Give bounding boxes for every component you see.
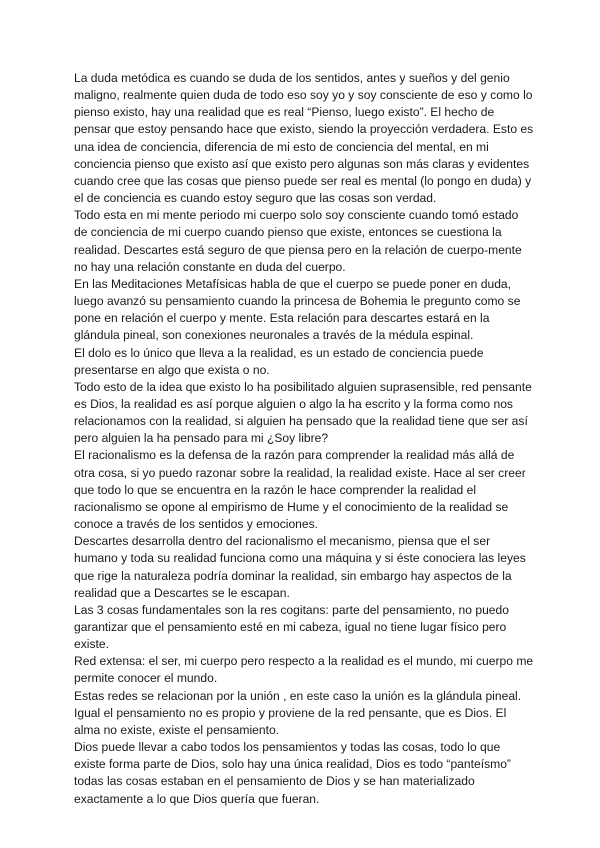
paragraph-meditaciones: En las Meditaciones Metafísicas habla de que el cuerpo se puede poner en duda, luego avanzó su pensamiento cuando la princesa de Bohemia le pregunto como se pone en relación el cuerpo y mente. Esta relación para descartes estará en la glándula pineal, son conexiones neuronales a través de la médula espinal. [74,276,521,343]
paragraph-panteismo: Dios puede llevar a cabo todos los pensamientos y todas las cosas, todo lo que existe forma parte de Dios, solo hay una única realidad, Dios es todo “panteísmo” todas las cosas estaban en el pensamiento de Dios y se han materializado exactamente a lo que Dios quería que fueran. [74,740,511,806]
body-text [74,70,534,808]
paragraph-res-cogitans: Las 3 cosas fundamentales son la res cogitans: parte del pensamiento, no puedo garantizar que el pensamiento esté en mi cabeza, igual no tiene lugar físico pero existe. [74,602,509,652]
paragraph-dolor: El dolo es lo único que lleva a la realidad, es un estado de conciencia puede presentarse en algo que exista o no. [74,345,484,377]
paragraph-racionalismo: El racionalismo es la defensa de la razón para comprender la realidad más allá de otra cosa, si yo puedo razonar sobre la realidad, la realidad existe. Hace al ser creer que todo lo que se encuentra en la razón le hace comprender la realidad el racionalismo se opone al empirismo de Hume y el conocimiento de la realidad se conoce a través de los sentidos y emociones. [74,448,526,532]
paragraph-duda-metodica: La duda metódica es cuando se duda de los sentidos, antes y sueños y del genio maligno, realmente quien duda de todo eso soy yo y soy consciente de eso y como lo pienso existo, hay una realidad que es real “Pienso, luego existo”. El hecho de pensar que estoy pensando hace que existo, siendo la proyección verdadera. Esto es una idea de conciencia, diferencia de mi esto de conciencia del mental, en mi conciencia pienso que existo así que existo pero algunas son más claras y evidentes cuando cree que las cosas que pienso puede ser real es mental (lo pongo en duda) y el de conciencia es cuando estoy seguro que las cosas son verdad. [74,71,534,206]
paragraph-suprasensible: Todo esto de la idea que existo lo ha posibilitado alguien suprasensible, red pensante es Dios, la realidad es así porque alguien o algo la ha escrito y la forma como nos relacionamos con la realidad, si alguien ha pensado que la realidad tiene que ser así pero alguien la ha pensado para mi ¿Soy libre? [74,379,532,446]
paragraph-mente-cuerpo: Todo esta en mi mente periodo mi cuerpo solo soy consciente cuando tomó estado de conciencia de mi cuerpo cuando pienso que existe, entonces se cuestiona la realidad. Descartes está seguro de que piensa pero en la relación de cuerpo-mente no hay una relación constante en duda del cuerpo. [74,208,522,274]
paragraph-union: Estas redes se relacionan por la unión , en este caso la unión es la glándula pineal. Igual el pensamiento no es propio y proviene de la red pensante, que es Dios. El alma no existe, existe el pensamiento. [74,688,522,737]
paragraph-red-extensa: Red extensa: el ser, mi cuerpo pero respecto a la realidad es el mundo, mi cuerpo me permite conocer el mundo. [74,654,534,686]
paragraph-mecanismo: Descartes desarrolla dentro del racionalismo el mecanismo, piensa que el ser humano y toda su realidad funciona como una máquina y si éste conociera las leyes que rige la naturaleza podría dominar la realidad, sin embargo hay aspectos de la realidad que a Descartes se le escapan. [74,534,526,600]
